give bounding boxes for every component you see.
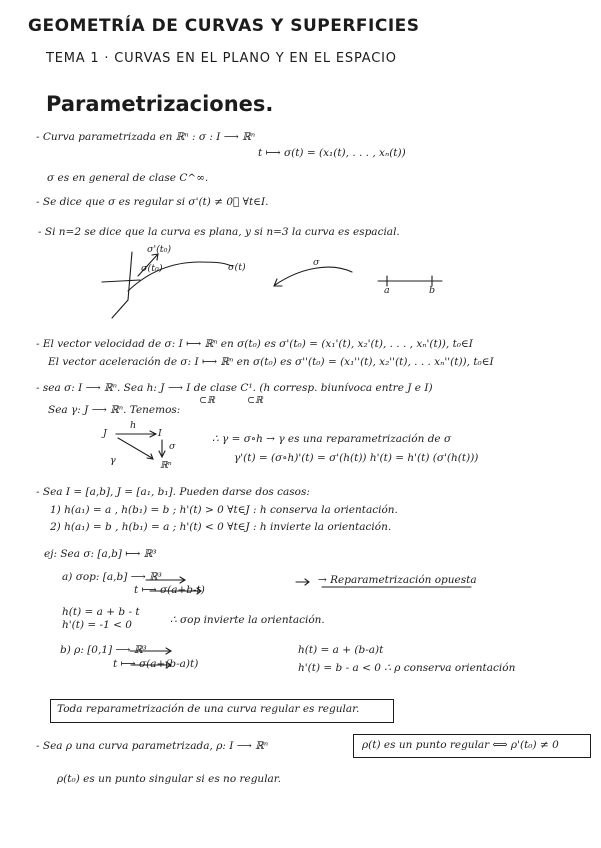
text-line: 1) h(a₁) = a , h(b₁) = b ; h'(t) > 0 ∀t∈J : h conserva la orientación. — [50, 504, 398, 516]
text-line: t ⟼ σ(a+(b-a)t) — [113, 658, 199, 670]
text-line: ej: Sea σ: [a,b] ⟼ ℝ³ — [44, 548, 157, 560]
text-line: → Reparametrización opuesta — [318, 574, 477, 586]
text-line: - Sea ρ una curva parametrizada, ρ: I ⟶ ℝⁿ — [36, 740, 269, 752]
x-axis — [102, 280, 140, 282]
text-line: - Si n=2 se dice que la curva es plana, y si n=3 la curva es espacial. — [38, 226, 400, 238]
text-line: - Curva parametrizada en ℝⁿ : σ : I ⟶ ℝⁿ — [36, 131, 256, 143]
text-line: Sea γ: J ⟶ ℝⁿ. Tenemos: — [48, 404, 181, 416]
text-line: t ⟼ σ(a+b-t) — [134, 584, 205, 596]
text-line: 2) h(a₁) = b , h(b₁) = a ; h'(t) < 0 ∀t∈J : h invierte la orientación. — [50, 521, 392, 533]
curve-stroke — [128, 262, 232, 291]
text-line: ρ(t) es un punto regular ⟺ ρ'(t₀) ≠ 0 — [362, 739, 559, 751]
text-line: - El vector velocidad de σ: I ⟼ ℝⁿ en σ(t₀) es σ'(t₀) = (x₁'(t), x₂'(t), . . . , xₙ'(t)), t₀∈I — [36, 338, 473, 350]
y-axis — [128, 252, 132, 300]
text-line: - Sea I = [a,b], J = [a₁, b₁]. Pueden darse dos casos: — [36, 486, 310, 498]
interval-a-label: a — [384, 285, 390, 296]
text-line: t ⟼ σ(t) = (x₁(t), . . . , xₙ(t)) — [258, 147, 406, 159]
text-line: b) ρ: [0,1] ⟶ ℝ³ — [60, 644, 147, 656]
diagram-h: h — [130, 420, 137, 431]
text-line: h'(t) = b - a < 0 ∴ ρ conserva orientación — [298, 662, 516, 674]
section-heading: Parametrizaciones. — [46, 92, 274, 116]
diagram-sigma: σ — [169, 441, 176, 452]
diagram-gamma: γ — [110, 455, 116, 466]
diagram-J: J — [103, 428, 107, 439]
arc-stroke — [275, 267, 352, 285]
text-line: ρ(t₀) es un punto singular si es no regular. — [57, 773, 282, 785]
point-label: σ(t₀) — [141, 263, 163, 274]
text-line: - Se dice que σ es regular si σ'(t) ≠ 0⃗ ∀t∈I. — [36, 196, 269, 208]
curve-label: σ(t) — [228, 262, 246, 273]
subset-R-label: ⊂ℝ — [199, 395, 215, 406]
text-line: ∴ γ = σ∘h → γ es una reparametrización de σ — [212, 433, 452, 445]
chapter-subtitle: TEMA 1 · CURVAS EN EL PLANO Y EN EL ESPACIO — [46, 51, 397, 66]
text-line: γ'(t) = (σ∘h)'(t) = σ'(h(t)) h'(t) = h'(t) (σ'(h(t))) — [234, 452, 479, 464]
text-line: h(t) = a + b - t — [62, 606, 140, 618]
text-line: Toda reparametrización de una curva regular es regular. — [57, 703, 360, 715]
text-line: h(t) = a + (b-a)t — [298, 644, 384, 656]
text-line: ∴ σop invierte la orientación. — [170, 614, 325, 626]
document-title: GEOMETRÍA DE CURVAS Y SUPERFICIES — [28, 16, 420, 36]
z-axis — [112, 300, 128, 318]
text-line: El vector aceleración de σ: I ⟼ ℝⁿ en σ(t₀) es σ''(t₀) = (x₁''(t), x₂''(t), . . . xₙ''(t)), t₀∈I — [48, 356, 494, 368]
diagram-Rn: ℝⁿ — [160, 460, 172, 471]
text-line: - sea σ: I ⟶ ℝⁿ. Sea h: J ⟶ I de clase C¹. (h corresp. biunívoca entre J e I) — [36, 382, 433, 394]
tangent-vector — [138, 254, 158, 276]
text-line: σ es en general de clase C^∞. — [47, 172, 209, 184]
arc-label: σ — [313, 257, 320, 268]
interval-b-label: b — [429, 285, 436, 296]
diagram-I: I — [158, 428, 162, 439]
text-line: a) σop: [a,b] ⟶ ℝ³ — [62, 571, 162, 583]
subset-R-label: ⊂ℝ — [247, 395, 263, 406]
velocity-label: σ'(t₀) — [147, 244, 172, 255]
text-line: h'(t) = -1 < 0 — [62, 619, 132, 631]
